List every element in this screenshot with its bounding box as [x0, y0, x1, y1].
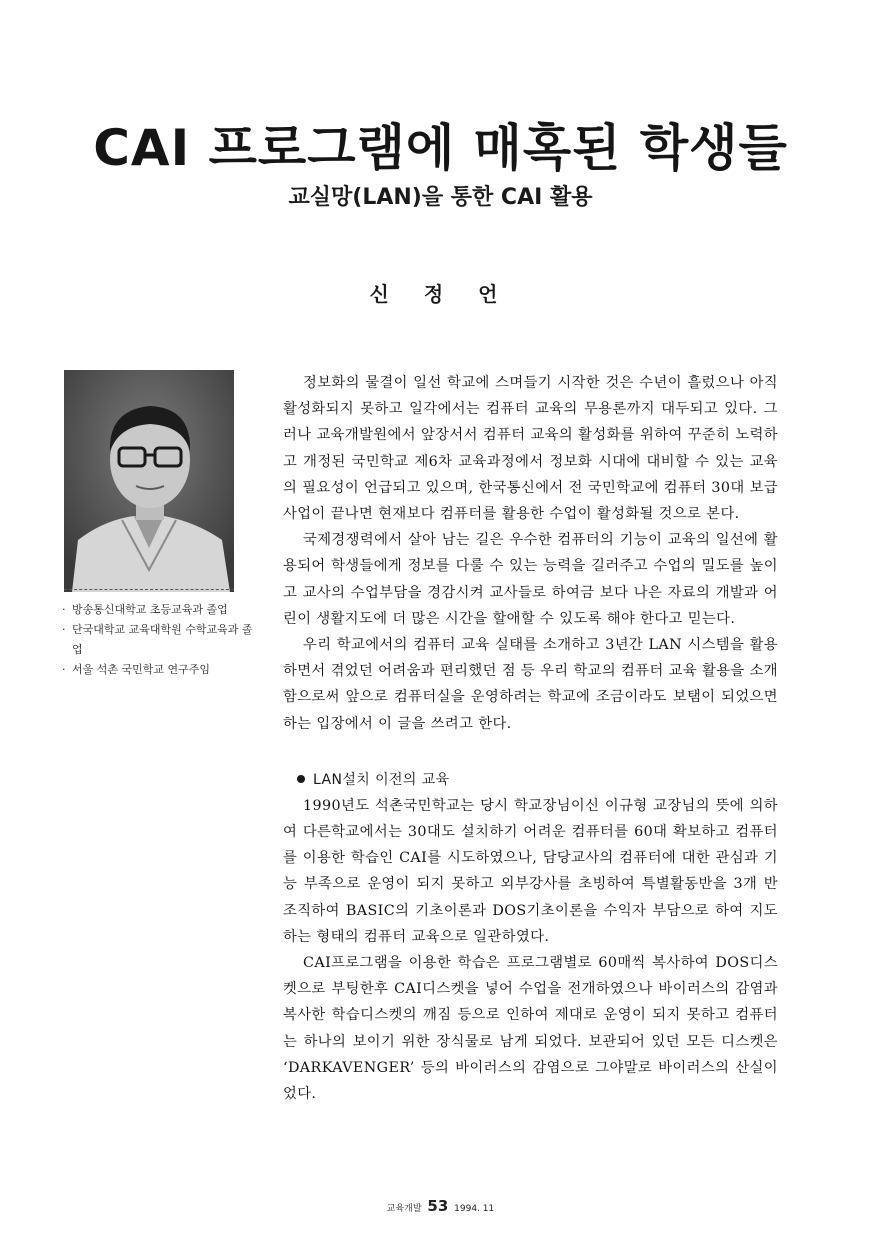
body-paragraph: CAI프로그램을 이용한 학습은 프로그램별로 60매씩 복사하여 DOS디스켓으로 부팅한후 CAI디스켓을 넣어 수업을 전개하였으나 바이러스의 감염과 복사한 학습디스켓의 깨짐 등으로 인하여 제대로 운영이 되지 못하고 컴퓨터는 하나의 보이기 위한 장식물로 남게 되었다. 보관되어 있던 모든 디스켓은 ‘DARKAVENGER’ 등의 바이러스의 감염으로 그야말로 바이러스의 산실이었다. — [283, 955, 778, 1103]
bullet-icon — [297, 775, 305, 783]
body-paragraph: 1990년도 석촌국민학교는 당시 학교장님이신 이규형 교장님의 뜻에 의하여 다른학교에서는 30대도 설치하기 어려운 컴퓨터를 60대 확보하고 컴퓨터를 이용한 학습인 CAI를 시도하였으나, 담당교사의 컴퓨터에 대한 관심과 기능 부족으로 운영이 되지 못하고 외부강사를 초빙하여 특별활동반을 3개 반 조직하여 BASIC의 기초이론과 DOS기초이론을 수익자 부담으로 하여 지도하는 형태의 컴퓨터 교육으로 일관하였다. — [283, 797, 778, 945]
bio-item: · 서울 석촌 국민학교 연구주임 — [62, 660, 262, 680]
author-photo — [64, 370, 234, 592]
person-portrait-icon — [64, 370, 234, 592]
bio-item: · 방송통신대학교 초등교육과 졸업 — [62, 600, 262, 620]
photo-caption-divider — [64, 589, 234, 590]
author-name: 신 정 언 — [369, 282, 512, 306]
article-title: CAI 프로그램에 매혹된 학생들 — [93, 119, 788, 177]
article-subtitle: 교실망(LAN)을 통한 CAI 활용 — [288, 185, 593, 210]
author-bio-list — [62, 600, 262, 680]
page-footer — [0, 1197, 881, 1215]
body-paragraph: 우리 학교에서의 컴퓨터 교육 실태를 소개하고 3년간 LAN 시스템을 활용하면서 겪었던 어려움과 편리했던 점 등 우리 학교의 컴퓨터 교육 활용을 소개함으로써 앞으로 컴퓨터실을 운영하려는 학교에 조금이라도 보탬이 되었으면 하는 입장에서 이 글을 쓰려고 한다. — [283, 637, 778, 732]
article-body — [283, 370, 778, 1107]
body-paragraph: 국제경쟁력에서 살아 남는 길은 우수한 컴퓨터의 기능이 교육의 일선에 활용되어 학생들에게 정보를 다룰 수 있는 능력을 길러주고 수업의 밀도를 높이고 교사의 수업부담을 경감시켜 교사들로 하여금 보다 나은 자료의 개발과 어린이 생활지도에 더 많은 시간을 할애할 수 있도록 해야 한다고 믿는다. — [283, 532, 778, 627]
section-heading — [283, 767, 778, 793]
bio-item: · 단국대학교 교육대학원 수학교육과 졸업 — [62, 620, 262, 660]
page-number: 53 — [427, 1197, 449, 1215]
journal-name: 교육개발 — [386, 1204, 422, 1214]
section-heading-text: LAN설치 이전의 교육 — [313, 771, 450, 788]
issue-date: 1994. 11 — [454, 1204, 495, 1214]
body-paragraph: 정보화의 물결이 일선 학교에 스며들기 시작한 것은 수년이 흘렀으나 아직 활성화되지 못하고 일각에서는 컴퓨터 교육의 무용론까지 대두되고 있다. 그러나 교육개발원에서 앞장서서 컴퓨터 교육의 활성화를 위하여 꾸준히 노력하고 개정된 국민학교 제6차 교육과정에서 정보화 시대에 대비할 수 있는 교육의 필요성이 언급되고 있으며, 한국통신에서 전 국민학교에 컴퓨터 30대 보급사업이 끝나면 현재보다 컴퓨터를 활용한 수업이 활성화될 것으로 본다. — [283, 375, 778, 523]
